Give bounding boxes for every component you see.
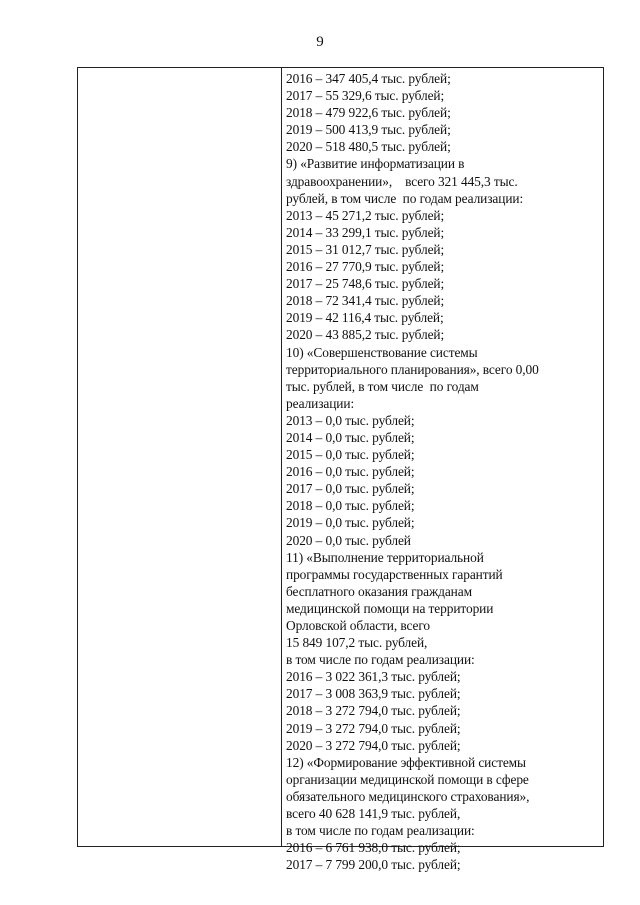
text-line: тыс. рублей, в том числе по годам [286, 378, 479, 394]
text-line: медицинской помощи на территории [286, 600, 494, 616]
text-line: 2013 – 0,0 тыс. рублей; [286, 412, 415, 428]
text-line: 2014 – 0,0 тыс. рублей; [286, 429, 415, 445]
text-line: в том числе по годам реализации: [286, 823, 475, 839]
text-line: 2015 – 31 012,7 тыс. рублей; [286, 241, 445, 257]
text-line: рублей, в том числе по годам реализации: [286, 190, 524, 206]
text-line: 10) «Совершенствование системы [286, 344, 478, 360]
text-line: 2020 – 3 272 794,0 тыс. рублей; [286, 737, 461, 753]
text-line: 2016 – 347 405,4 тыс. рублей; [286, 71, 451, 86]
text-line: реализации: [286, 395, 355, 411]
text-line: 11) «Выполнение территориальной [286, 549, 484, 565]
text-line: 2013 – 45 271,2 тыс. рублей; [286, 207, 445, 223]
text-line: 2015 – 0,0 тыс. рублей; [286, 447, 415, 463]
text-line: 2020 – 0,0 тыс. рублей [286, 532, 411, 548]
text-line: всего 40 628 141,9 тыс. рублей, [286, 806, 461, 822]
text-line: 2016 – 27 770,9 тыс. рублей; [286, 259, 445, 275]
text-line: 2017 – 7 799 200,0 тыс. рублей; [286, 857, 461, 873]
text-line: 2016 – 3 022 361,3 тыс. рублей; [286, 669, 461, 685]
text-line: 2020 – 518 480,5 тыс. рублей; [286, 139, 451, 155]
text-line: территориального планирования», всего 0,00 [286, 361, 539, 377]
text-line: программы государственных гарантий [286, 566, 503, 582]
text-line: 2014 – 33 299,1 тыс. рублей; [286, 224, 445, 240]
text-line: 2017 – 55 329,6 тыс. рублей; [286, 88, 445, 104]
text-line: 2018 – 479 922,6 тыс. рублей; [286, 105, 451, 121]
text-line: 2017 – 3 008 363,9 тыс. рублей; [286, 686, 461, 702]
text-line: 2017 – 25 748,6 тыс. рублей; [286, 276, 445, 292]
text-line: 2019 – 0,0 тыс. рублей; [286, 515, 415, 531]
text-line: 2017 – 0,0 тыс. рублей; [286, 481, 415, 497]
table-left-cell [78, 68, 282, 846]
text-line: 2020 – 43 885,2 тыс. рублей; [286, 327, 445, 343]
text-line: 2018 – 3 272 794,0 тыс. рублей; [286, 703, 461, 719]
text-line: 2019 – 3 272 794,0 тыс. рублей; [286, 720, 461, 736]
text-line: 2016 – 0,0 тыс. рублей; [286, 464, 415, 480]
text-line: Орловской области, всего [286, 618, 430, 633]
text-line: 2019 – 42 116,4 тыс. рублей; [286, 310, 444, 326]
page-number: 9 [316, 34, 324, 50]
table-right-cell [282, 70, 604, 873]
text-line: 2016 – 6 761 938,0 тыс. рублей; [286, 840, 461, 856]
text-line: 12) «Формирование эффективной системы [286, 754, 526, 770]
text-line: 2019 – 500 413,9 тыс. рублей; [286, 122, 451, 138]
text-line: 9) «Развитие информатизации в [286, 156, 465, 172]
funding-table [77, 67, 604, 873]
text-line: организации медицинской помощи в сфере [286, 771, 529, 787]
text-line: обязательного медицинского страхования», [286, 788, 530, 804]
text-line: 15 849 107,2 тыс. рублей, [286, 635, 428, 651]
text-line: 2018 – 0,0 тыс. рублей; [286, 498, 415, 514]
text-line: в том числе по годам реализации: [286, 652, 475, 668]
text-line: здравоохранении», всего 321 445,3 тыс. [286, 173, 518, 189]
text-line: 2018 – 72 341,4 тыс. рублей; [286, 293, 445, 309]
text-line: бесплатного оказания гражданам [286, 583, 472, 599]
